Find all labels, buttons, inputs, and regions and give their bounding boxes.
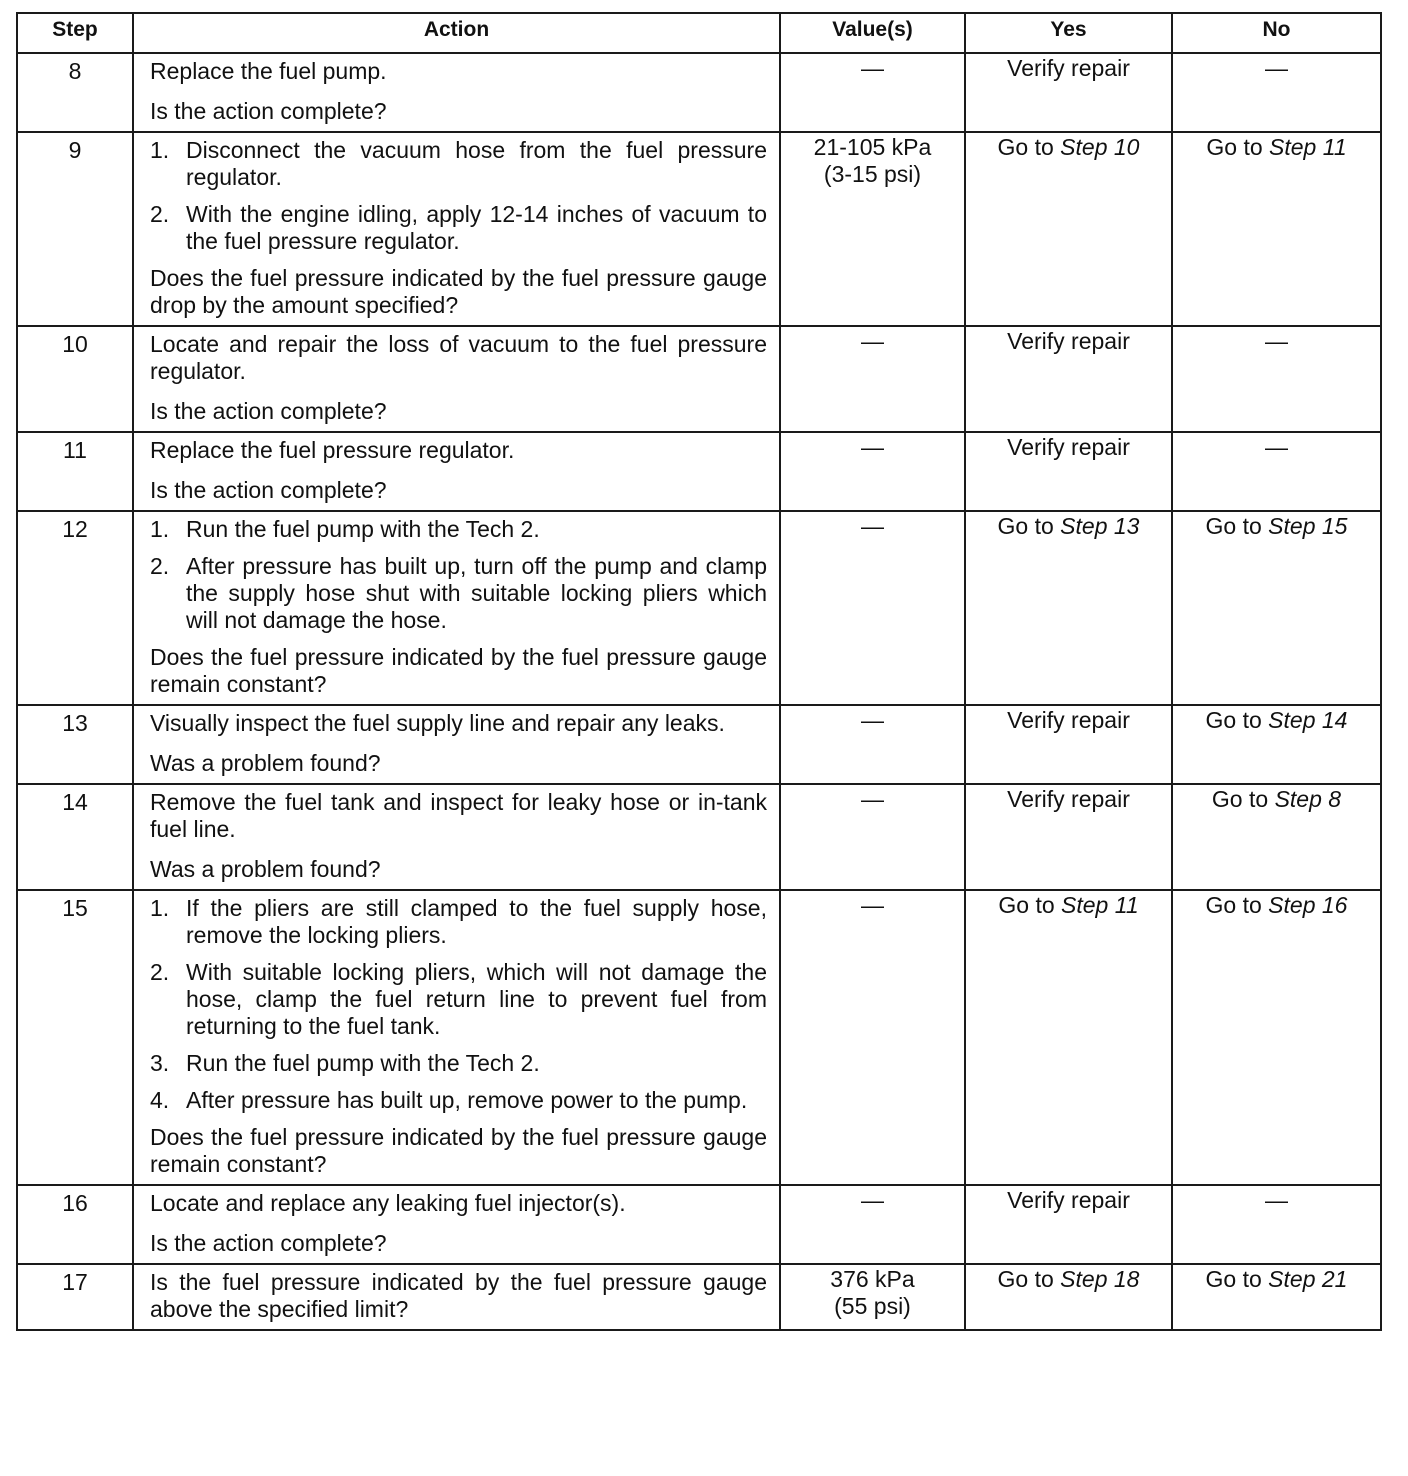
list-item-text: Run the fuel pump with the Tech 2. — [186, 516, 540, 542]
value-cell — [780, 890, 965, 1185]
action-list-item — [150, 553, 767, 634]
step-number: 12 — [17, 511, 133, 705]
list-item-text: Disconnect the vacuum hose from the fuel pressure regulator. — [186, 137, 767, 190]
table-row — [17, 326, 1381, 432]
value-primary: — — [861, 434, 884, 460]
yes-step-reference: Step 18 — [1060, 1266, 1140, 1292]
header-no: No — [1172, 13, 1381, 53]
no-step-reference: Step 21 — [1268, 1266, 1348, 1292]
action-instruction: Remove the fuel tank and inspect for leaky hose or in-tank fuel line. — [150, 789, 767, 842]
value-secondary: (55 psi) — [834, 1293, 911, 1319]
no-result-text: Go to — [1206, 134, 1270, 160]
action-question: Is the action complete? — [150, 477, 387, 503]
yes-result-text: Verify repair — [1007, 434, 1130, 460]
value-primary: — — [861, 328, 884, 354]
table-row — [17, 53, 1381, 132]
table-row — [17, 132, 1381, 326]
action-question: Does the fuel pressure indicated by the fuel pressure gauge remain constant? — [150, 1124, 767, 1177]
yes-result-text: Go to — [998, 892, 1062, 918]
table-row — [17, 511, 1381, 705]
action-list-item — [150, 137, 767, 191]
table-header-row — [17, 13, 1381, 53]
no-result-cell — [1172, 705, 1381, 784]
no-step-reference: Step 14 — [1268, 707, 1348, 733]
action-list-item — [150, 1087, 767, 1114]
no-result-text: — — [1265, 328, 1288, 354]
table-row — [17, 890, 1381, 1185]
no-result-cell — [1172, 326, 1381, 432]
step-number: 10 — [17, 326, 133, 432]
action-cell — [133, 326, 780, 432]
value-cell — [780, 132, 965, 326]
action-cell — [133, 53, 780, 132]
action-instruction: Locate and repair the loss of vacuum to the fuel pressure regulator. — [150, 331, 767, 384]
action-question: Is the action complete? — [150, 98, 387, 124]
header-action: Action — [133, 13, 780, 53]
action-cell — [133, 705, 780, 784]
yes-result-cell — [965, 326, 1172, 432]
step-number: 15 — [17, 890, 133, 1185]
no-result-text: Go to — [1205, 513, 1269, 539]
list-item-number: 2. — [150, 959, 170, 985]
action-cell — [133, 1185, 780, 1264]
action-list-item — [150, 1050, 767, 1077]
no-step-reference: Step 8 — [1274, 786, 1342, 812]
action-question: Is the action complete? — [150, 1230, 387, 1256]
value-primary: — — [861, 707, 884, 733]
list-item-number: 1. — [150, 137, 170, 163]
value-cell — [780, 705, 965, 784]
action-instruction: Visually inspect the fuel supply line and repair any leaks. — [150, 710, 725, 736]
action-cell — [133, 432, 780, 511]
yes-result-cell — [965, 432, 1172, 511]
value-cell — [780, 784, 965, 890]
action-list-item — [150, 959, 767, 1040]
yes-result-text: Go to — [997, 1266, 1061, 1292]
step-number: 14 — [17, 784, 133, 890]
yes-step-reference: Step 10 — [1060, 134, 1140, 160]
list-item-number: 1. — [150, 516, 170, 542]
no-result-text: — — [1265, 55, 1288, 81]
no-result-cell — [1172, 1185, 1381, 1264]
diagnostic-table — [16, 12, 1382, 1331]
yes-result-text: Verify repair — [1007, 707, 1130, 733]
yes-result-text: Verify repair — [1007, 55, 1130, 81]
step-number: 11 — [17, 432, 133, 511]
value-primary: — — [861, 513, 884, 539]
action-list-item — [150, 895, 767, 949]
header-values: Value(s) — [780, 13, 965, 53]
action-cell — [133, 132, 780, 326]
no-result-cell — [1172, 53, 1381, 132]
table-body — [17, 53, 1381, 1330]
list-item-text: After pressure has built up, turn off the pump and clamp the supply hose shut with suitable locking pliers which will not damage the hose. — [186, 553, 767, 633]
yes-result-cell — [965, 890, 1172, 1185]
table-row — [17, 705, 1381, 784]
table-row — [17, 432, 1381, 511]
yes-result-cell — [965, 132, 1172, 326]
table-row — [17, 1185, 1381, 1264]
action-cell — [133, 890, 780, 1185]
no-step-reference: Step 11 — [1269, 134, 1347, 160]
list-item-number: 4. — [150, 1087, 170, 1113]
header-step: Step — [17, 13, 133, 53]
value-primary: — — [861, 786, 884, 812]
no-result-cell — [1172, 511, 1381, 705]
list-item-text: Run the fuel pump with the Tech 2. — [186, 1050, 540, 1076]
no-result-text: — — [1265, 1187, 1288, 1213]
no-result-cell — [1172, 1264, 1381, 1330]
step-number: 13 — [17, 705, 133, 784]
list-item-number: 1. — [150, 895, 170, 921]
step-number: 9 — [17, 132, 133, 326]
value-cell — [780, 511, 965, 705]
yes-result-text: Go to — [997, 513, 1061, 539]
no-result-text: — — [1265, 434, 1288, 460]
list-item-number: 3. — [150, 1050, 170, 1076]
value-cell — [780, 326, 965, 432]
no-result-text: Go to — [1205, 707, 1269, 733]
value-primary: — — [861, 892, 884, 918]
header-yes: Yes — [965, 13, 1172, 53]
action-question: Does the fuel pressure indicated by the fuel pressure gauge drop by the amount specified? — [150, 265, 767, 318]
action-instruction: Replace the fuel pump. — [150, 58, 387, 84]
no-result-cell — [1172, 432, 1381, 511]
value-cell — [780, 1264, 965, 1330]
action-cell — [133, 511, 780, 705]
no-result-cell — [1172, 132, 1381, 326]
no-result-text: Go to — [1205, 1266, 1269, 1292]
step-number: 8 — [17, 53, 133, 132]
no-step-reference: Step 16 — [1268, 892, 1348, 918]
action-instruction: Replace the fuel pressure regulator. — [150, 437, 515, 463]
action-cell — [133, 784, 780, 890]
action-question: Is the action complete? — [150, 398, 387, 424]
yes-result-cell — [965, 1185, 1172, 1264]
action-question: Was a problem found? — [150, 750, 381, 776]
yes-result-text: Verify repair — [1007, 328, 1130, 354]
list-item-text: With suitable locking pliers, which will not damage the hose, clamp the fuel return line to prevent fuel from returning to the fuel tank. — [186, 959, 767, 1039]
yes-step-reference: Step 11 — [1061, 892, 1139, 918]
list-item-text: With the engine idling, apply 12-14 inches of vacuum to the fuel pressure regulator. — [186, 201, 767, 254]
no-result-text: Go to — [1211, 786, 1275, 812]
table-row — [17, 1264, 1381, 1330]
action-question: Is the fuel pressure indicated by the fuel pressure gauge above the specified limit? — [150, 1269, 767, 1322]
action-question: Was a problem found? — [150, 856, 381, 882]
value-cell — [780, 53, 965, 132]
no-result-cell — [1172, 890, 1381, 1185]
list-item-text: If the pliers are still clamped to the fuel supply hose, remove the locking pliers. — [186, 895, 767, 948]
value-secondary: (3-15 psi) — [823, 161, 922, 187]
action-cell — [133, 1264, 780, 1330]
diagnostic-table-container — [16, 12, 1380, 1331]
value-primary: 376 kPa — [830, 1266, 915, 1292]
yes-result-text: Verify repair — [1007, 786, 1130, 812]
no-result-cell — [1172, 784, 1381, 890]
yes-step-reference: Step 13 — [1060, 513, 1140, 539]
action-list-item — [150, 201, 767, 255]
step-number: 17 — [17, 1264, 133, 1330]
yes-result-cell — [965, 1264, 1172, 1330]
no-step-reference: Step 15 — [1268, 513, 1348, 539]
action-list-item — [150, 516, 767, 543]
yes-result-cell — [965, 784, 1172, 890]
table-row — [17, 784, 1381, 890]
value-cell — [780, 432, 965, 511]
yes-result-text: Go to — [997, 134, 1061, 160]
yes-result-text: Verify repair — [1007, 1187, 1130, 1213]
yes-result-cell — [965, 511, 1172, 705]
value-primary: 21-105 kPa — [813, 134, 932, 160]
step-number: 16 — [17, 1185, 133, 1264]
value-cell — [780, 1185, 965, 1264]
action-instruction: Locate and replace any leaking fuel injector(s). — [150, 1190, 626, 1216]
yes-result-cell — [965, 705, 1172, 784]
value-primary: — — [861, 1187, 884, 1213]
no-result-text: Go to — [1205, 892, 1269, 918]
list-item-number: 2. — [150, 553, 170, 579]
list-item-number: 2. — [150, 201, 170, 227]
yes-result-cell — [965, 53, 1172, 132]
list-item-text: After pressure has built up, remove power to the pump. — [186, 1087, 748, 1113]
action-question: Does the fuel pressure indicated by the fuel pressure gauge remain constant? — [150, 644, 767, 697]
value-primary: — — [861, 55, 884, 81]
